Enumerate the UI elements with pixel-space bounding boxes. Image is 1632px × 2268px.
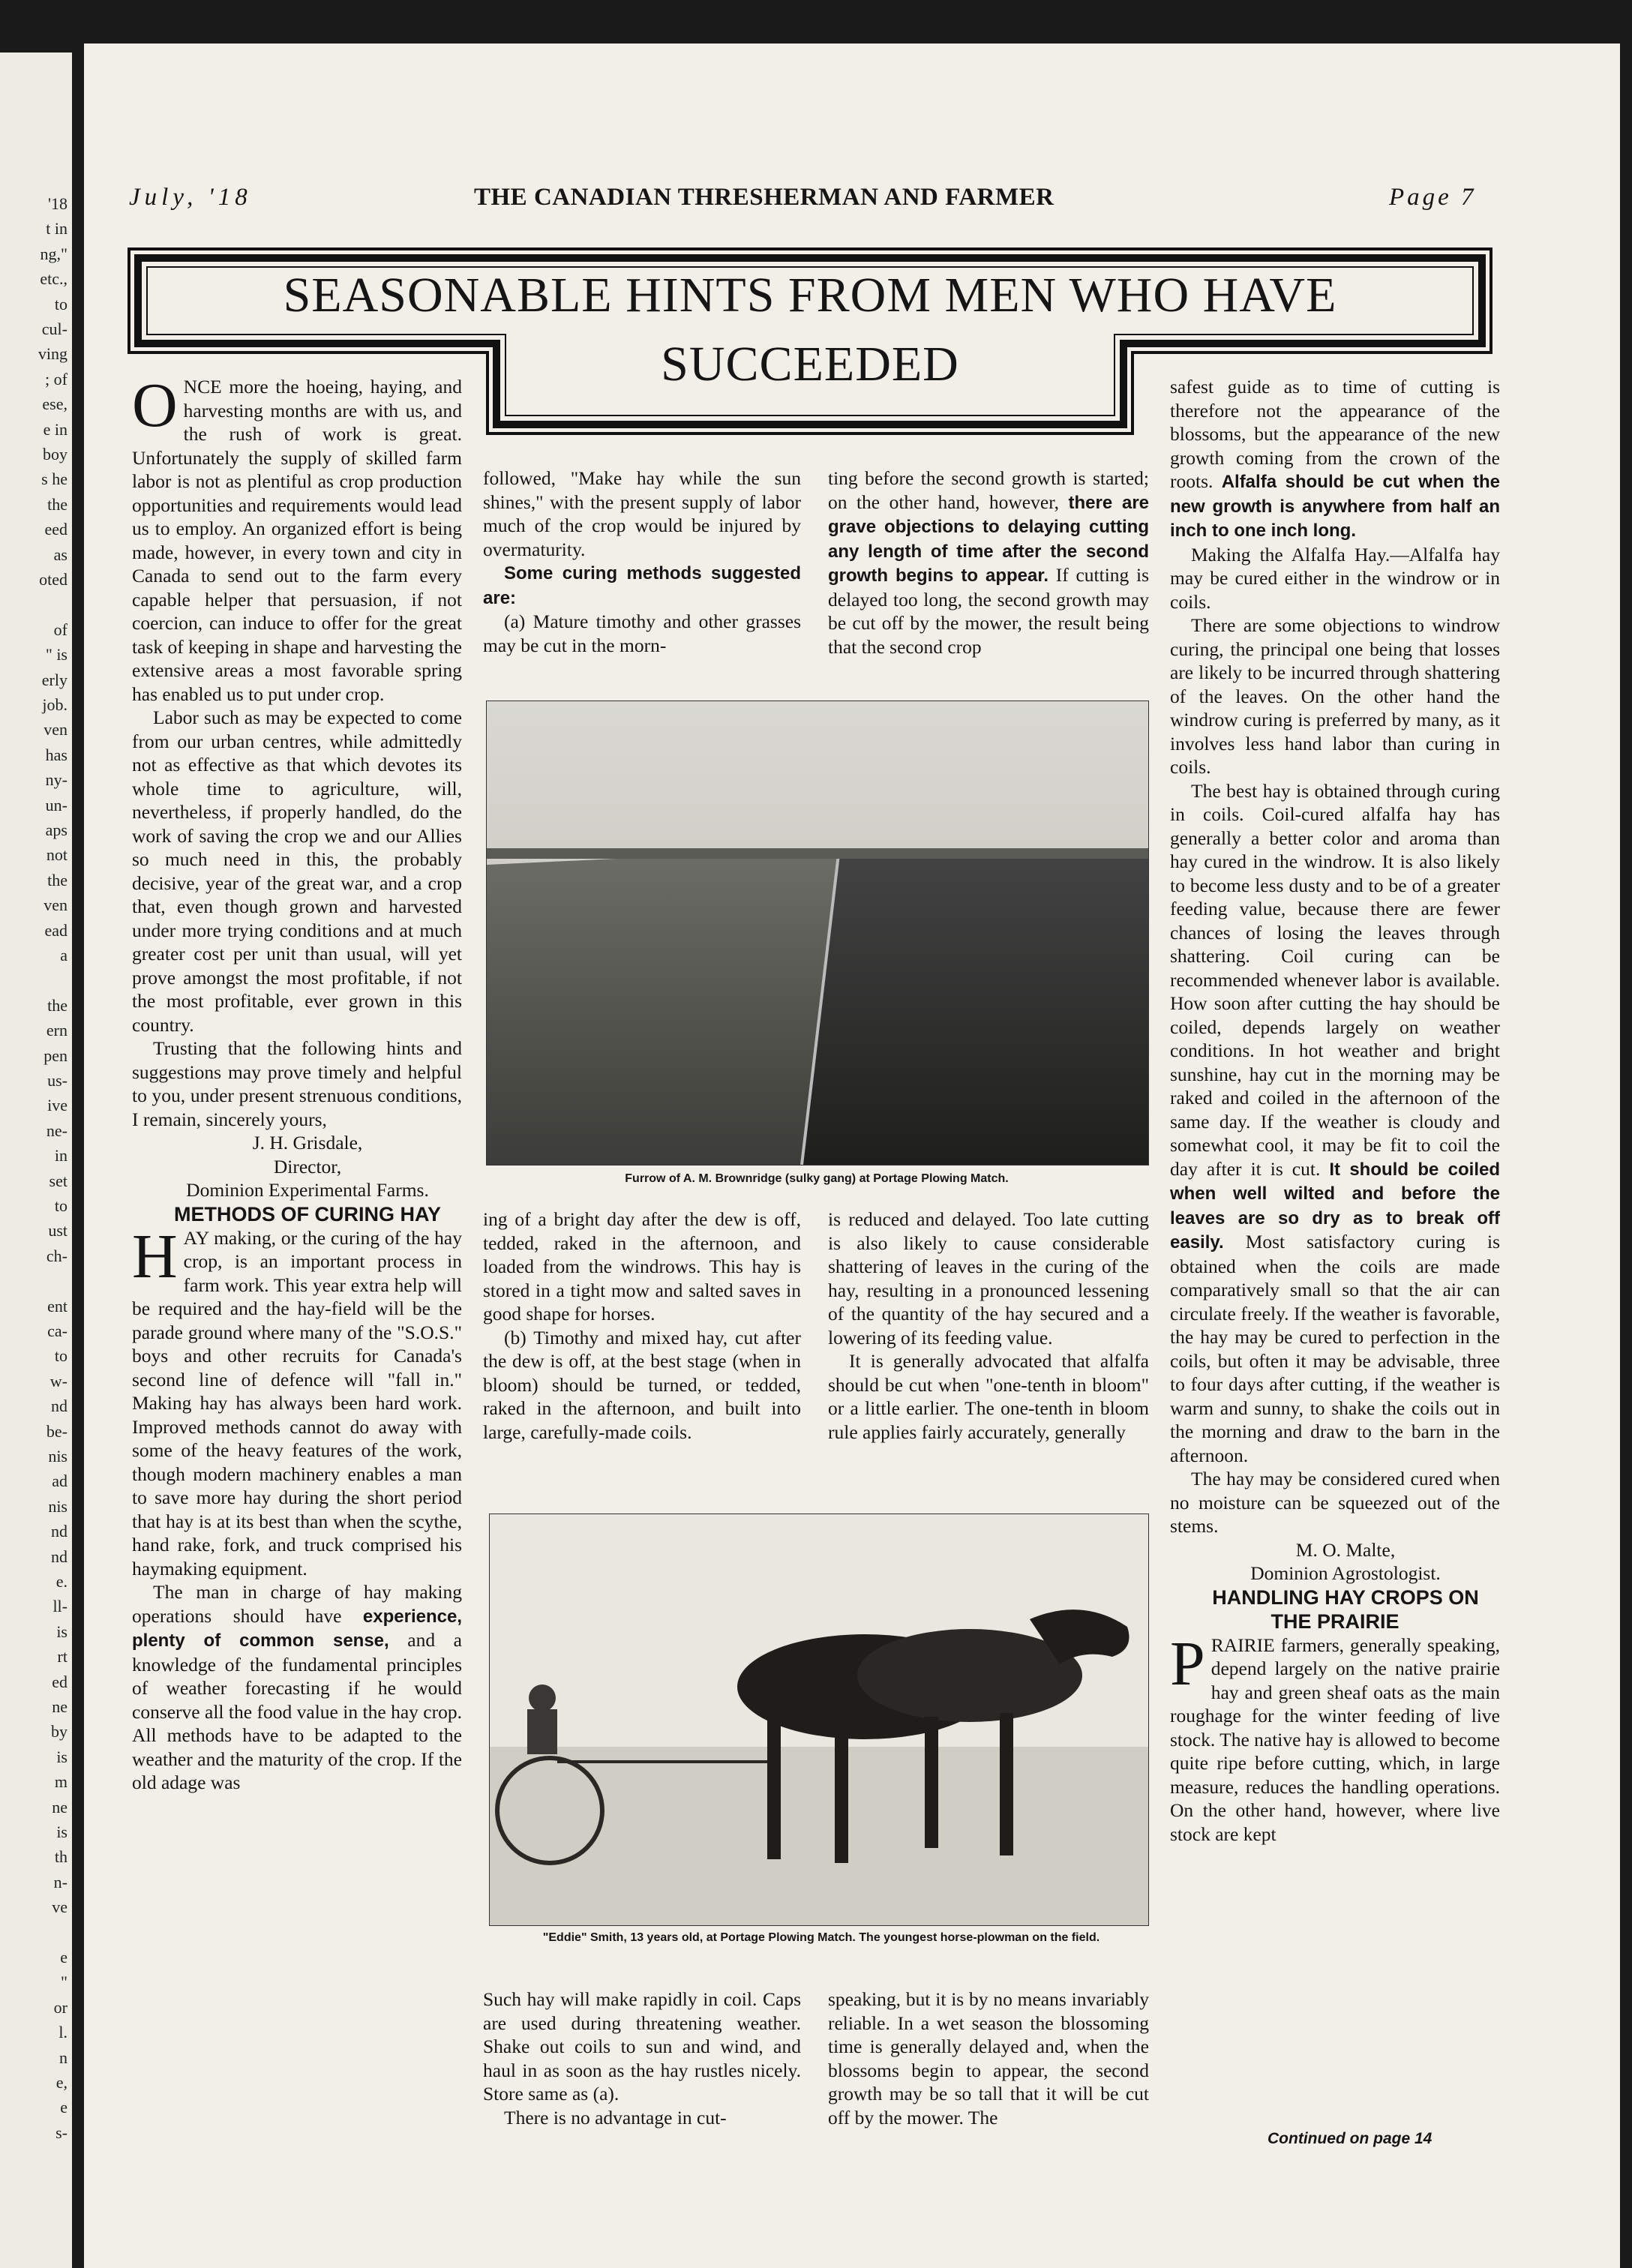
prev-page-fragment: ese,	[42, 394, 68, 414]
paragraph-labor: Labor such as may be expected to come from our urban centres, while admittedly not as effective as that which devotes its whole time to agriculture, will, nevertheless, if properly handled, do the work of saving the crop we and our Allies so much need in this, the probably decisive, year of the great war, and a crop that, even though grown and harvested under more trying conditions and at much greater cost per unit than usual, will yet prove amongst the most profitable, if not the most profitable, ever grown in this country.	[132, 706, 462, 1036]
prev-page-fragment: of	[53, 620, 68, 639]
prev-page-fragment: w-	[50, 1371, 68, 1390]
dropcap-p: P	[1170, 1628, 1205, 1699]
prev-page-fragment: e,	[56, 2073, 68, 2092]
prev-page-fragment: is	[56, 1822, 68, 1841]
paragraph-speaking: speaking, but it is by no means invariably reliable. In a wet season the blossoming time is generally delayed and, when the blossoms begin to appear, the second growth may be so tall that it will be cut off by the mower. The	[828, 1988, 1149, 2128]
prev-page-fragment: has	[45, 745, 68, 764]
paragraph-second-growth: ting before the second growth is started; on the other hand, however, there are grave objections to delaying cutting any length of time after the second growth begins to appear. If cutting is delayed too long, the second growth may be cut off by the mower, the result being that the second crop	[828, 467, 1150, 658]
prev-page-fragment: in	[54, 1146, 68, 1166]
paragraph-prairie: RAIRIE farmers, generally speaking, depend largely on the native prairie hay and green sheaf oats as the main roughage for the winter feeding of live stock. The native hay is allowed to become quite ripe before cutting, which, in large measure, reduces the handling operations. On the other hand, however, where live stock are kept	[1170, 1634, 1500, 1845]
prev-page-fragment: n	[59, 2048, 68, 2067]
prev-page-fragment: ad	[52, 1472, 68, 1491]
prev-page-fragment: ve	[52, 1898, 68, 1917]
previous-page-strip	[0, 52, 72, 2268]
paragraph-no-advantage: There is no advantage in cut-	[504, 2106, 727, 2128]
prev-page-fragment: ving	[38, 344, 68, 364]
signature-title: Director,	[273, 1155, 342, 1178]
prev-page-fragment: ven	[44, 720, 68, 740]
prev-page-fragment: erly	[41, 670, 68, 689]
prev-page-fragment: oted	[39, 570, 68, 589]
horse-plowman-image	[490, 1514, 1148, 1925]
prev-page-fragment: ne-	[46, 1120, 68, 1140]
prev-page-fragment: rt	[57, 1647, 68, 1666]
prev-page-fragment: ed	[52, 1672, 68, 1691]
prev-page-fragment: ny-	[45, 770, 68, 790]
prev-page-fragment: pen	[44, 1046, 68, 1065]
prev-page-fragment: e in	[43, 419, 68, 439]
paragraph-trusting: Trusting that the following hints and suggestions may prove timely and helpful to you, under present strenuous conditions, I remain, sincerely yours,	[132, 1037, 462, 1130]
prev-page-fragment: the	[47, 870, 68, 890]
paragraph-bright-day: ing of a bright day after the dew is off, tedded, raked in the afternoon, and loaded from the windrows. This hay is stored in a tight mow and salted saves in good shape for horses.	[483, 1208, 801, 1324]
photo1-caption: Furrow of A. M. Brownridge (sulky gang) at Portage Plowing Match.	[625, 1172, 1009, 1185]
dropcap-h: H	[132, 1221, 178, 1292]
prev-page-fragment: or	[53, 1997, 68, 2017]
heading-curing-methods: Some curing methods suggested are:	[483, 563, 801, 608]
prev-page-fragment: us-	[47, 1071, 68, 1090]
section-heading-prairie: HANDLING HAY CROPS ON THE PRAIRIE	[1212, 1586, 1479, 1633]
intro-paragraph: NCE more the hoeing, haying, and harvesting months are with us, and the rush of work is great. Unfortunately the supply of skilled farm labor is not as plentiful as crop production opportunities and requirements would lead us to employ. An organized effort is being made, however, in every town and city in Canada to send out to the farm every capable helper that persuasion, if not coercion, can induce to offer for the great task of keeping in shape and harvesting the extensive areas a most favorable spring has enabled us to put under crop.	[132, 376, 462, 705]
continued-note: Continued on page 14	[1268, 2130, 1432, 2147]
signature2-name: M. O. Malte,	[1295, 1538, 1396, 1561]
prev-page-fragment: cul-	[41, 320, 68, 338]
prev-page-fragment: nd	[51, 1546, 68, 1566]
prev-page-fragment: to	[54, 1346, 68, 1366]
prev-page-fragment: e	[60, 1948, 68, 1966]
paragraph-making-alfalfa: Making the Alfalfa Hay.—Alfalfa hay may be cured either in the windrow or in coils.	[1170, 543, 1500, 613]
signature2-title: Dominion Agrostologist.	[1250, 1562, 1441, 1584]
paragraph-windrow: There are some objections to windrow curing, the principal one being that losses are likely to be incurred through shattering of the leaves. On the other hand the windrow curing is preferred by many, as it involves less hand labor than curing in coils.	[1170, 614, 1500, 778]
prev-page-fragment: ne	[52, 1797, 68, 1816]
header-publication: THE CANADIAN THRESHERMAN AND FARMER	[474, 184, 1054, 211]
prev-page-fragment: "	[61, 1972, 68, 1992]
prev-page-fragment: eed	[44, 520, 68, 539]
prev-page-fragment: be-	[46, 1421, 68, 1441]
prev-page-fragment: as	[53, 544, 68, 564]
prev-page-fragment: job.	[42, 695, 68, 714]
paragraph-a-timothy: (a) Mature timothy and other grasses may be cut in the morn-	[483, 610, 801, 656]
prev-page-fragment: l.	[58, 2023, 68, 2042]
column-3-top	[828, 466, 1149, 658]
prev-page-fragment: th	[54, 1847, 68, 1867]
prev-page-fragment: a	[60, 946, 68, 964]
prev-page-fragment: ne	[52, 1697, 68, 1716]
article-title-line1: SEASONABLE HINTS FROM MEN WHO HAVE	[283, 268, 1337, 322]
prev-page-fragment: '18	[48, 194, 68, 213]
photo-horse-plowman	[489, 1514, 1149, 1926]
prev-page-fragment: nd	[51, 1522, 68, 1541]
furrow-field-image	[487, 701, 1148, 1165]
prev-page-fragment: ng,"	[40, 244, 68, 263]
prev-page-fragment: is	[56, 1747, 68, 1766]
prev-page-fragment: ; of	[45, 369, 68, 388]
prev-page-fragment: is	[56, 1622, 68, 1641]
photo-plowed-furrow	[486, 700, 1149, 1166]
paragraph-best-hay: The best hay is obtained through curing in coils. Coil-cured alfalfa hay has generally a better color and aroma than hay cured in the windrow. It is also likely to become less dusty and to be of a greater feeding value, because there are fewer chances of losing the leaves through shattering. Coil curing can be recommended whenever labor is available. How soon after cutting the hay should be coiled, depends largely on weather conditions. In hot weather and bright sunshine, hay cut in the morning may be raked and coiled in the afternoon of the same day. If the weather is cloudy and somewhat cool, it may be fit to coil the day after it is cut. It should be coiled when well wilted and before the leaves are so dry as to break off easily. Most satisfactory curing is obtained when the coils are made comparatively small so that the air can circulate freely. If the weather is favorable, the hay may be cured to perfection in the coils, but often it may be advisable, three to four days after cutting, if the weather is warm and sunny, to shake the coils out in the morning and draw to the barn in the afternoon.	[1170, 779, 1500, 1466]
prev-page-fragment: e	[60, 2098, 68, 2117]
prev-page-fragment: aps	[45, 820, 68, 839]
column-3-mid	[828, 1208, 1149, 1444]
article-title-line2: SUCCEEDED	[661, 337, 959, 392]
column-2-top	[483, 466, 801, 657]
paragraph-alfalfa-bloom: It is generally advocated that alfalfa should be cut when "one-tenth in bloom" or a little earlier. The one-tenth in bloom rule applies fairly accurately, generally	[828, 1350, 1149, 1443]
prev-page-fragment: " is	[45, 645, 68, 664]
prev-page-fragment: to	[54, 1196, 68, 1215]
prev-page-fragment: un-	[45, 795, 68, 814]
column-2-bottom	[483, 1988, 801, 2129]
prev-page-fragment: nis	[48, 1447, 68, 1466]
prev-page-fragment: not	[46, 845, 68, 865]
paragraph-such-hay: Such hay will make rapidly in coil. Caps are used during threatening weather. Shake out coils to sun and wind, and haul in as soon as the hay rustles nicely. Store same as (a).	[483, 1988, 801, 2104]
column-3-bottom	[828, 1988, 1149, 2129]
prev-page-fragment: by	[51, 1722, 68, 1742]
prev-page-fragment: ern	[46, 1021, 68, 1040]
prev-page-fragment: m	[54, 1772, 68, 1792]
paragraph-hay-making: AY making, or the curing of the hay crop, is an important process in farm work. This year extra help will be required and the hay-field will be the parade ground where many of the "S.O.S." boys and other recruits for Canada's second line of defence will "fall in." Making hay has always been hard work. Improved methods cannot do away with some of the heavy features of the work, though modern machinery enables a man to save more hay during the short period that hay is at its best than when the scythe, hand rake, fork, and truck comprised his haymaking equipment.	[132, 1226, 462, 1580]
prev-page-fragment: boy	[43, 445, 68, 464]
dropcap-o: O	[132, 370, 178, 440]
column-4	[1170, 375, 1500, 1846]
prev-page-fragment: set	[49, 1171, 68, 1190]
prev-page-fragment: the	[47, 494, 68, 514]
prev-page-fragment: ch-	[46, 1246, 68, 1265]
prev-page-fragment: ven	[44, 896, 68, 915]
paragraph-b-timothy: (b) Timothy and mixed hay, cut after the dew is off, at the best stage (when in bloom) should be turned, or tedded, raked in the afternoon, and built into large, carefully-made coils.	[483, 1326, 801, 1443]
header-date: July, '18	[129, 184, 252, 211]
paragraph-cured: The hay may be considered cured when no moisture can be squeezed out of the stems.	[1170, 1468, 1500, 1537]
signature-name: J. H. Grisdale,	[252, 1132, 363, 1154]
signature-org: Dominion Experimental Farms.	[186, 1179, 429, 1201]
prev-page-fragment: ca-	[47, 1322, 68, 1340]
paragraph-followed: followed, "Make hay while the sun shines," with the present supply of labor much of the crop would be injured by overmaturity.	[483, 467, 801, 560]
prev-page-fragment: ll-	[52, 1597, 68, 1616]
prev-page-fragment: ust	[48, 1221, 68, 1240]
paragraph-man-in-charge: The man in charge of hay making operations should have experience, plenty of common sense, and a knowledge of the fundamental principles of weather forecasting if he would conserve all the food value in the hay crop. All methods have to be adapted to the weather and the maturity of the crop. If the old adage was	[132, 1581, 462, 1793]
prev-page-fragment: n-	[53, 1872, 68, 1892]
prev-page-fragment: t in	[46, 219, 68, 238]
column-2-mid	[483, 1208, 801, 1444]
prev-page-fragment: to	[54, 294, 68, 314]
paragraph-reduced-delayed: is reduced and delayed. Too late cutting is also likely to cause considerable shattering of leaves in the curing of the hay, resulting in a pronounced lessening of the quantity of the hay secured and a lowering of its feeding value.	[828, 1208, 1149, 1348]
prev-page-fragment: ent	[47, 1296, 68, 1316]
prev-page-fragment: etc.,	[40, 269, 68, 289]
photo2-caption: "Eddie" Smith, 13 years old, at Portage Plowing Match. The youngest horse-plowman on the field.	[542, 1931, 1100, 1944]
prev-page-fragment: nd	[51, 1396, 68, 1416]
prev-page-fragment: s-	[56, 2122, 68, 2142]
prev-page-fragment: ead	[44, 920, 68, 940]
paragraph-safest-guide: safest guide as to time of cutting is therefore not the appearance of the blossoms, but the appearance of the new growth coming from the crown of the roots. Alfalfa should be cut when the new growth is anywhere from half an inch to one inch long.	[1170, 376, 1501, 541]
header-page-number: Page 7	[1389, 184, 1477, 211]
section-heading-curing: METHODS OF CURING HAY	[173, 1202, 442, 1226]
prev-page-fragment: ive	[47, 1096, 68, 1115]
prev-page-fragment: s he	[41, 470, 68, 489]
prev-page-fragment: nis	[48, 1496, 68, 1516]
column-1	[132, 370, 462, 1795]
prev-page-fragment: e.	[56, 1572, 68, 1591]
prev-page-fragment: the	[47, 995, 68, 1015]
